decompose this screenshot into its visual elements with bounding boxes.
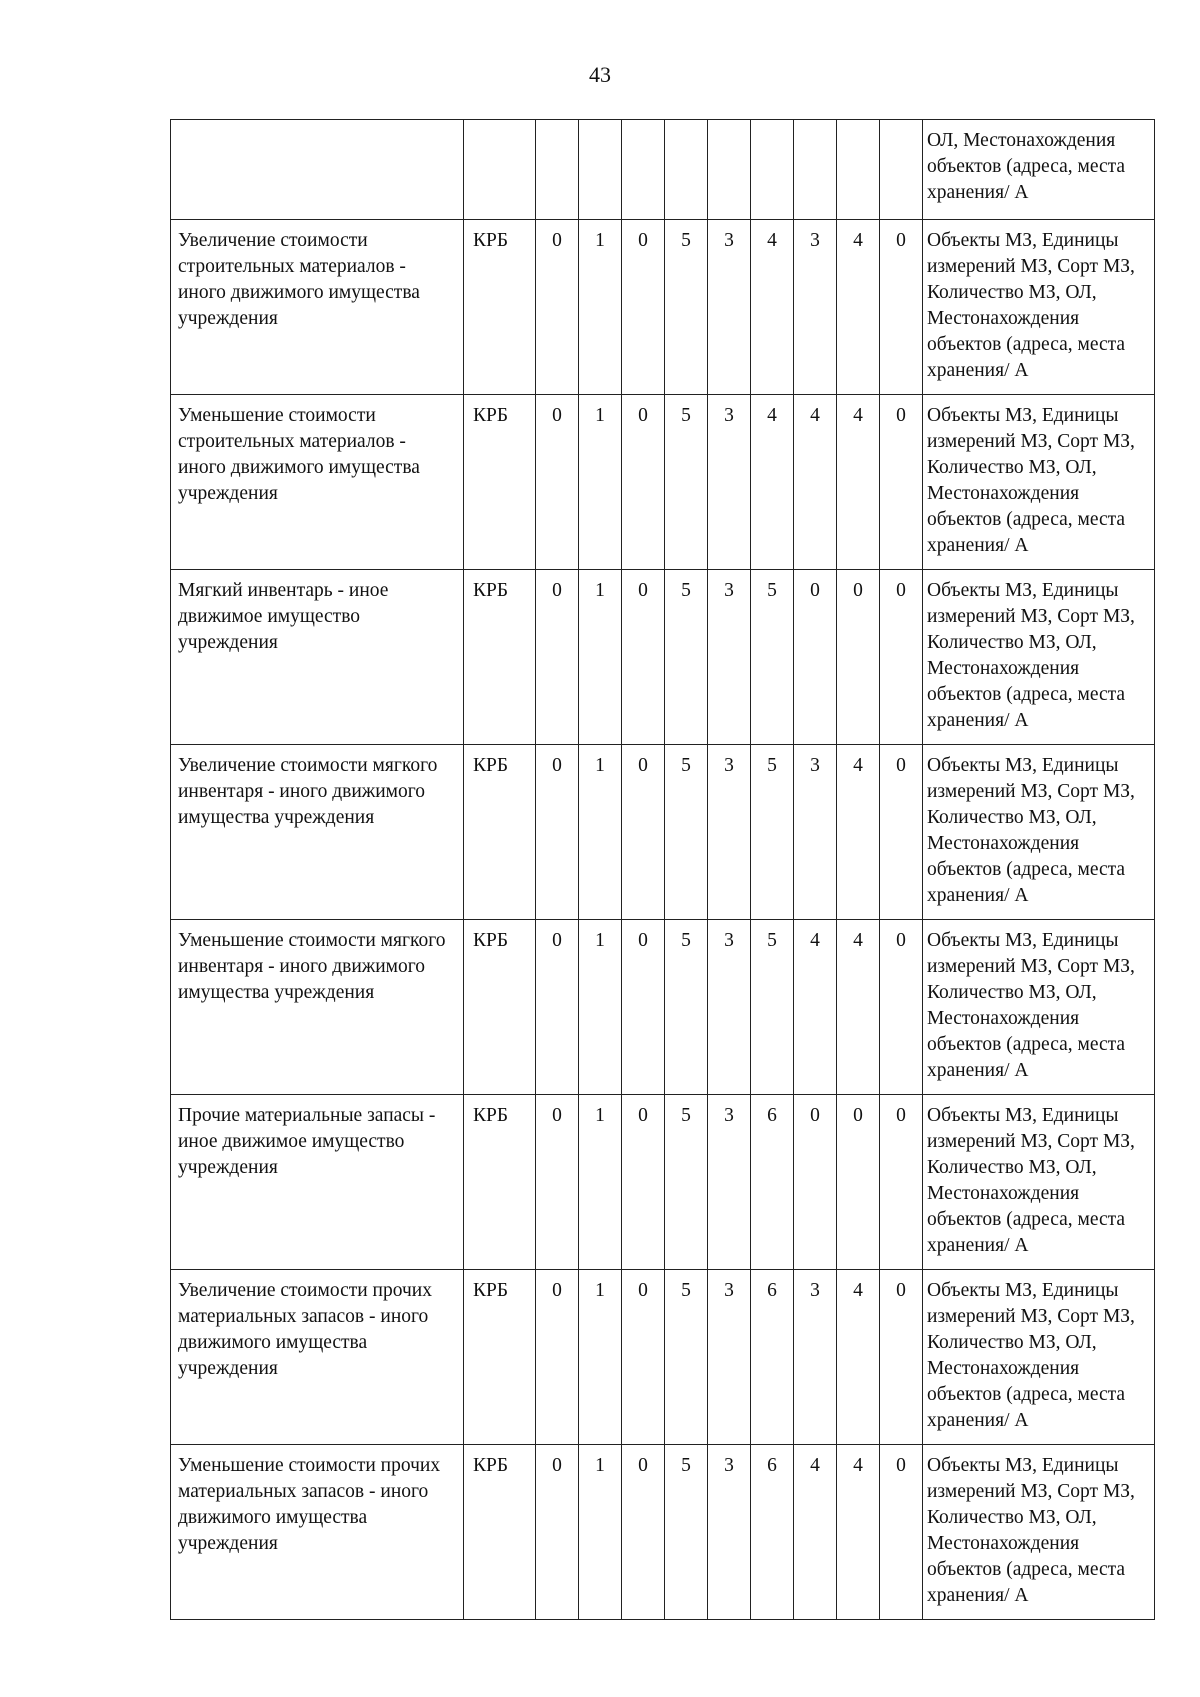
table-body bbox=[171, 120, 1155, 1620]
table-row bbox=[171, 1270, 1155, 1445]
digit-cell: 3 bbox=[794, 1270, 837, 1445]
analytic-attributes-cell: Объекты МЗ, Единицы измерений МЗ, Сорт МЗ, Количество МЗ, ОЛ, Местонахождения объектов (адреса, места хранения/ А bbox=[923, 1445, 1155, 1620]
digit-cell: 1 bbox=[579, 745, 622, 920]
digit-cell: 0 bbox=[536, 1445, 579, 1620]
table-row bbox=[171, 920, 1155, 1095]
digit-cell: 4 bbox=[837, 745, 880, 920]
analytic-attributes-cell: Объекты МЗ, Единицы измерений МЗ, Сорт МЗ, Количество МЗ, ОЛ, Местонахождения объектов (адреса, места хранения/ А bbox=[923, 745, 1155, 920]
digit-cell bbox=[751, 120, 794, 220]
digit-cell: 3 bbox=[708, 395, 751, 570]
digit-cell: 0 bbox=[880, 1095, 923, 1270]
account-kind-cell: КРБ bbox=[464, 220, 536, 395]
digit-cell: 0 bbox=[536, 570, 579, 745]
digit-cell: 5 bbox=[751, 745, 794, 920]
digit-cell: 0 bbox=[622, 220, 665, 395]
analytic-attributes-cell: Объекты МЗ, Единицы измерений МЗ, Сорт МЗ, Количество МЗ, ОЛ, Местонахождения объектов (адреса, места хранения/ А bbox=[923, 570, 1155, 745]
digit-cell: 6 bbox=[751, 1445, 794, 1620]
digit-cell: 5 bbox=[665, 220, 708, 395]
digit-cell: 3 bbox=[708, 1095, 751, 1270]
digit-cell: 5 bbox=[665, 745, 708, 920]
digit-cell: 5 bbox=[665, 395, 708, 570]
digit-cell: 0 bbox=[880, 1270, 923, 1445]
digit-cell: 3 bbox=[708, 920, 751, 1095]
digit-cell: 5 bbox=[751, 920, 794, 1095]
digit-cell: 5 bbox=[665, 1095, 708, 1270]
digit-cell: 0 bbox=[794, 570, 837, 745]
digit-cell: 3 bbox=[708, 745, 751, 920]
digit-cell: 4 bbox=[794, 395, 837, 570]
digit-cell: 1 bbox=[579, 1445, 622, 1620]
analytic-attributes-cell: Объекты МЗ, Единицы измерений МЗ, Сорт МЗ, Количество МЗ, ОЛ, Местонахождения объектов (адреса, места хранения/ А bbox=[923, 395, 1155, 570]
account-name-cell: Увеличение стоимости строительных материалов - иного движимого имущества учреждения bbox=[171, 220, 464, 395]
digit-cell bbox=[536, 120, 579, 220]
table-row bbox=[171, 1445, 1155, 1620]
digit-cell: 1 bbox=[579, 920, 622, 1095]
digit-cell: 3 bbox=[708, 220, 751, 395]
digit-cell: 4 bbox=[794, 1445, 837, 1620]
account-kind-cell: КРБ bbox=[464, 570, 536, 745]
digit-cell bbox=[837, 120, 880, 220]
digit-cell: 4 bbox=[837, 220, 880, 395]
account-name-cell: Увеличение стоимости мягкого инвентаря - иного движимого имущества учреждения bbox=[171, 745, 464, 920]
digit-cell: 0 bbox=[622, 1270, 665, 1445]
digit-cell: 4 bbox=[837, 395, 880, 570]
digit-cell: 5 bbox=[665, 1270, 708, 1445]
digit-cell: 3 bbox=[794, 745, 837, 920]
account-name-cell: Уменьшение стоимости мягкого инвентаря - иного движимого имущества учреждения bbox=[171, 920, 464, 1095]
account-kind-cell bbox=[464, 120, 536, 220]
digit-cell: 5 bbox=[665, 1445, 708, 1620]
digit-cell: 3 bbox=[794, 220, 837, 395]
digit-cell: 0 bbox=[622, 1445, 665, 1620]
digit-cell: 0 bbox=[536, 220, 579, 395]
digit-cell: 0 bbox=[837, 570, 880, 745]
analytic-attributes-cell: Объекты МЗ, Единицы измерений МЗ, Сорт МЗ, Количество МЗ, ОЛ, Местонахождения объектов (адреса, места хранения/ А bbox=[923, 920, 1155, 1095]
digit-cell: 5 bbox=[751, 570, 794, 745]
digit-cell: 0 bbox=[622, 570, 665, 745]
table-row bbox=[171, 220, 1155, 395]
analytic-attributes-cell: Объекты МЗ, Единицы измерений МЗ, Сорт МЗ, Количество МЗ, ОЛ, Местонахождения объектов (адреса, места хранения/ А bbox=[923, 1095, 1155, 1270]
accounts-table bbox=[170, 119, 1155, 1620]
account-name-cell: Прочие материальные запасы - иное движимое имущество учреждения bbox=[171, 1095, 464, 1270]
digit-cell: 4 bbox=[837, 1270, 880, 1445]
digit-cell: 6 bbox=[751, 1095, 794, 1270]
digit-cell: 6 bbox=[751, 1270, 794, 1445]
digit-cell: 4 bbox=[794, 920, 837, 1095]
table-row-continuation bbox=[171, 120, 1155, 220]
account-kind-cell: КРБ bbox=[464, 1445, 536, 1620]
account-kind-cell: КРБ bbox=[464, 920, 536, 1095]
digit-cell: 5 bbox=[665, 920, 708, 1095]
digit-cell: 1 bbox=[579, 1095, 622, 1270]
digit-cell bbox=[665, 120, 708, 220]
digit-cell bbox=[579, 120, 622, 220]
digit-cell: 4 bbox=[837, 1445, 880, 1620]
digit-cell: 1 bbox=[579, 1270, 622, 1445]
digit-cell: 1 bbox=[579, 570, 622, 745]
digit-cell: 0 bbox=[837, 1095, 880, 1270]
digit-cell: 1 bbox=[579, 220, 622, 395]
account-name-cell: Увеличение стоимости прочих материальных запасов - иного движимого имущества учреждения bbox=[171, 1270, 464, 1445]
digit-cell: 0 bbox=[622, 920, 665, 1095]
digit-cell: 0 bbox=[794, 1095, 837, 1270]
analytic-attributes-cell: Объекты МЗ, Единицы измерений МЗ, Сорт МЗ, Количество МЗ, ОЛ, Местонахождения объектов (адреса, места хранения/ А bbox=[923, 1270, 1155, 1445]
digit-cell: 0 bbox=[536, 920, 579, 1095]
table-row bbox=[171, 745, 1155, 920]
account-kind-cell: КРБ bbox=[464, 1270, 536, 1445]
account-kind-cell: КРБ bbox=[464, 1095, 536, 1270]
digit-cell: 0 bbox=[880, 920, 923, 1095]
digit-cell: 0 bbox=[622, 745, 665, 920]
digit-cell: 0 bbox=[536, 395, 579, 570]
account-kind-cell: КРБ bbox=[464, 395, 536, 570]
digit-cell: 0 bbox=[880, 220, 923, 395]
digit-cell: 0 bbox=[536, 1095, 579, 1270]
table-row bbox=[171, 395, 1155, 570]
digit-cell: 4 bbox=[751, 220, 794, 395]
digit-cell: 4 bbox=[751, 395, 794, 570]
account-name-cell bbox=[171, 120, 464, 220]
account-name-cell: Уменьшение стоимости прочих материальных запасов - иного движимого имущества учреждения bbox=[171, 1445, 464, 1620]
account-name-cell: Уменьшение стоимости строительных материалов - иного движимого имущества учреждения bbox=[171, 395, 464, 570]
analytic-attributes-cell: Объекты МЗ, Единицы измерений МЗ, Сорт МЗ, Количество МЗ, ОЛ, Местонахождения объектов (адреса, места хранения/ А bbox=[923, 220, 1155, 395]
digit-cell bbox=[880, 120, 923, 220]
account-name-cell: Мягкий инвентарь - иное движимое имущество учреждения bbox=[171, 570, 464, 745]
digit-cell: 0 bbox=[880, 395, 923, 570]
digit-cell: 1 bbox=[579, 395, 622, 570]
analytic-attributes-cell: ОЛ, Местонахождения объектов (адреса, места хранения/ А bbox=[923, 120, 1155, 220]
digit-cell: 0 bbox=[880, 1445, 923, 1620]
page-number: 43 bbox=[589, 62, 611, 87]
digit-cell: 0 bbox=[622, 1095, 665, 1270]
digit-cell: 3 bbox=[708, 570, 751, 745]
digit-cell bbox=[622, 120, 665, 220]
table-row bbox=[171, 1095, 1155, 1270]
digit-cell: 3 bbox=[708, 1270, 751, 1445]
digit-cell bbox=[708, 120, 751, 220]
digit-cell bbox=[794, 120, 837, 220]
account-kind-cell: КРБ bbox=[464, 745, 536, 920]
digit-cell: 3 bbox=[708, 1445, 751, 1620]
digit-cell: 5 bbox=[665, 570, 708, 745]
digit-cell: 4 bbox=[837, 920, 880, 1095]
digit-cell: 0 bbox=[880, 745, 923, 920]
table-row bbox=[171, 570, 1155, 745]
digit-cell: 0 bbox=[622, 395, 665, 570]
digit-cell: 0 bbox=[536, 745, 579, 920]
digit-cell: 0 bbox=[880, 570, 923, 745]
digit-cell: 0 bbox=[536, 1270, 579, 1445]
